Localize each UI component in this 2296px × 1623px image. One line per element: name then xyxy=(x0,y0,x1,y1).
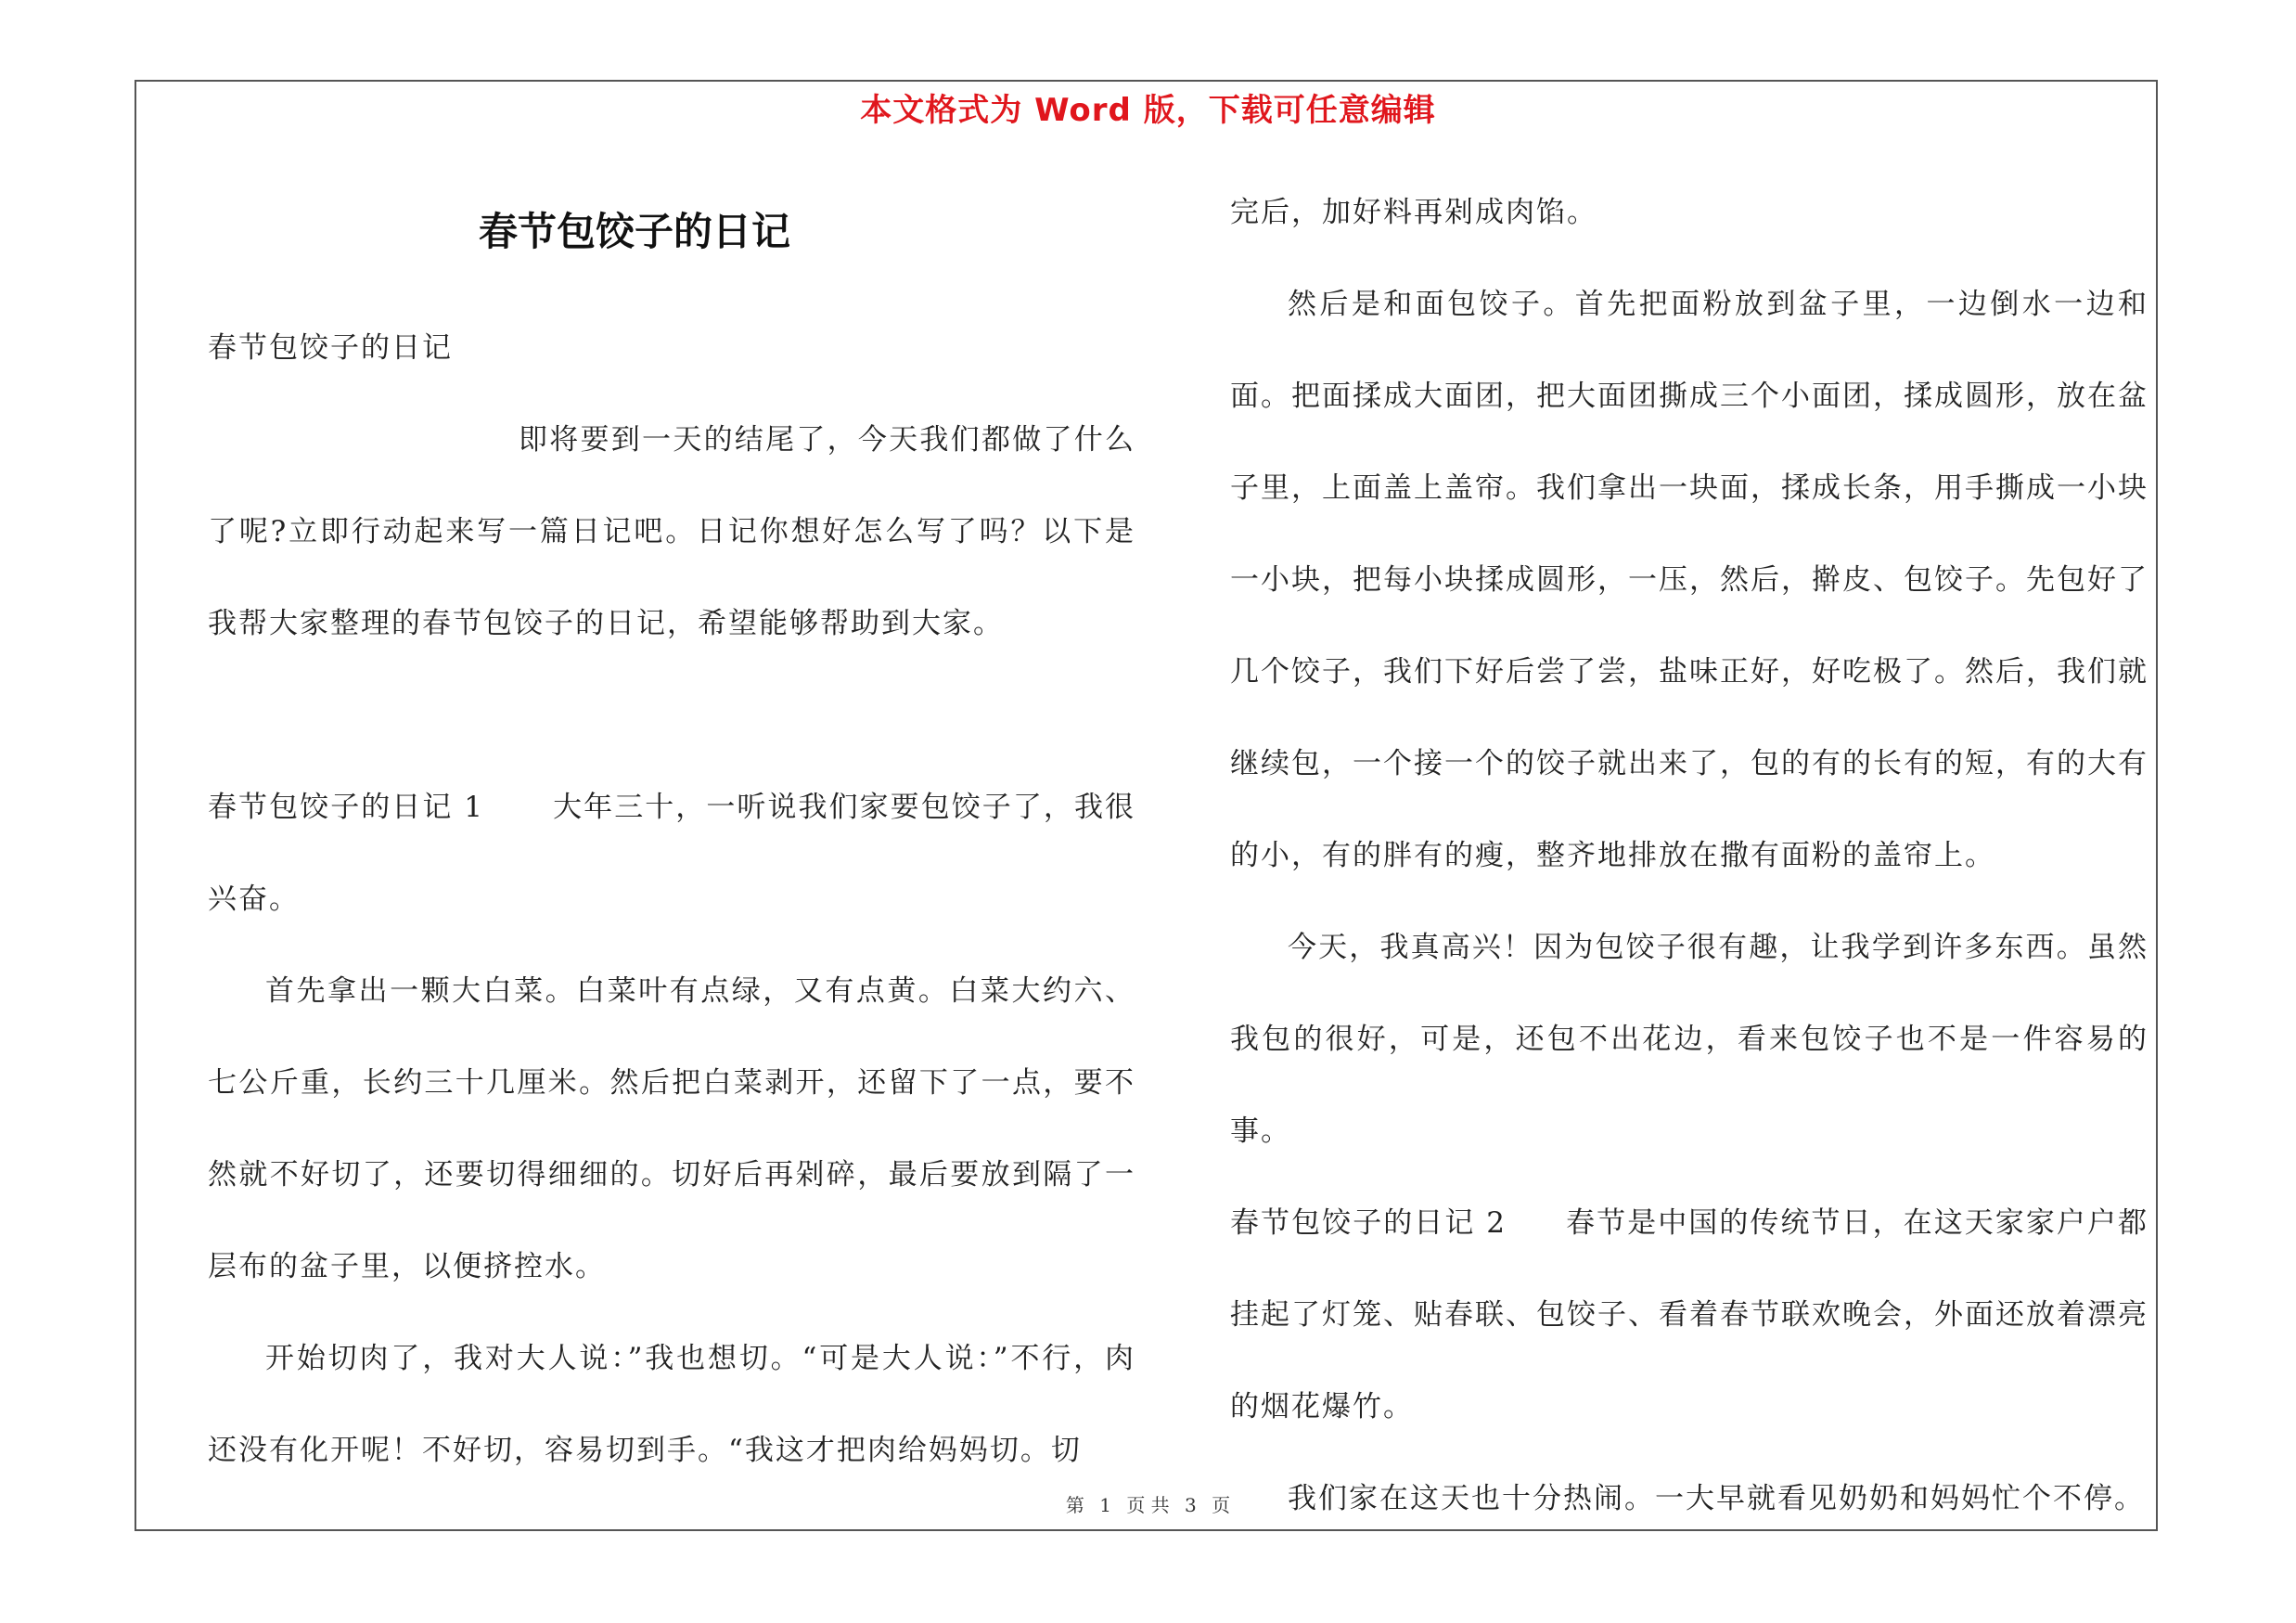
right-column xyxy=(1230,167,2148,1545)
continuation-line: 完后，加好料再剁成肉馅。 xyxy=(1230,196,1597,229)
paragraph-spacer xyxy=(208,670,1135,762)
footer-suffix: 页 xyxy=(1212,1494,1231,1516)
document-title: 春节包饺子的日记 xyxy=(478,209,790,254)
word-format-banner: 本文格式为 Word 版，下载可任意编辑 xyxy=(860,92,1436,129)
entry-2-first-line: 春节是中国的传统节日，在这天家家户户都挂起了灯笼、贴春联、包饺子、看着春节联欢晚会，外面还放着漂亮的烟花爆竹。 xyxy=(1230,1206,2149,1423)
today-paragraph: 今天，我真高兴！因为包饺子很有趣，让我学到许多东西。虽然我包的很好，可是，还包不出花边，看来包饺子也不是一件容易的事。 xyxy=(1230,931,2148,1148)
entry-1-paragraph xyxy=(208,762,1135,946)
footer-page-number: 1 xyxy=(1099,1494,1111,1516)
footer-mid: 页 共 xyxy=(1126,1494,1170,1516)
page-footer xyxy=(0,1491,2296,1519)
family-paragraph: 我们家在这天也十分热闹。一大早就看见奶奶和妈妈忙个不停。 xyxy=(1288,1482,2145,1515)
footer-prefix: 第 xyxy=(1065,1494,1084,1516)
dough-paragraph: 然后是和面包饺子。首先把面粉放到盆子里，一边倒水一边和面。把面揉成大面团，把大面团撕成三个小面团，揉成圆形，放在盆子里，上面盖上盖帘。我们拿出一块面，揉成长条，用手撕成一小块一小块，把每小块揉成圆形，一压，然后，擀皮、包饺子。先包好了几个饺子，我们下好后尝了尝，盐味正好，好吃极了。然后，我们就继续包，一个接一个的饺子就出来了，包的有的长有的短，有的大有的小，有的胖有的瘦，整齐地排放在撒有面粉的盖帘上。 xyxy=(1230,288,2148,872)
subtitle: 春节包饺子的日记 xyxy=(208,331,453,365)
meat-paragraph: 开始切肉了，我对大人说：”我也想切。“可是大人说：”不行，肉还没有化开呢！不好切，容易切到手。“我这才把肉给妈妈切。切 xyxy=(208,1342,1135,1467)
left-column xyxy=(208,303,1135,1497)
entry-2-heading: 春节包饺子的日记 2 xyxy=(1230,1206,1507,1240)
intro-paragraph: 即将要到一天的结尾了，今天我们都做了什么了呢?立即行动起来写一篇日记吧。日记你想好怎么写了吗？以下是我帮大家整理的春节包饺子的日记，希望能够帮助到大家。 xyxy=(208,423,1135,640)
entry-2-paragraph xyxy=(1230,1178,2148,1453)
entry-1-heading: 春节包饺子的日记 1 xyxy=(208,791,485,824)
footer-total-pages: 3 xyxy=(1185,1494,1197,1516)
cabbage-paragraph: 首先拿出一颗大白菜。白菜叶有点绿，又有点黄。白菜大约六、七公斤重，长约三十几厘米。然后把白菜剥开，还留下了一点，要不然就不好切了，还要切得细细的。切好后再剁碎，最后要放到隔了一层布的盆子里，以便挤控水。 xyxy=(208,974,1135,1283)
entry-1-first-line: 大年三十，一听说我们家要包饺子了，我很兴奋。 xyxy=(208,791,1136,916)
